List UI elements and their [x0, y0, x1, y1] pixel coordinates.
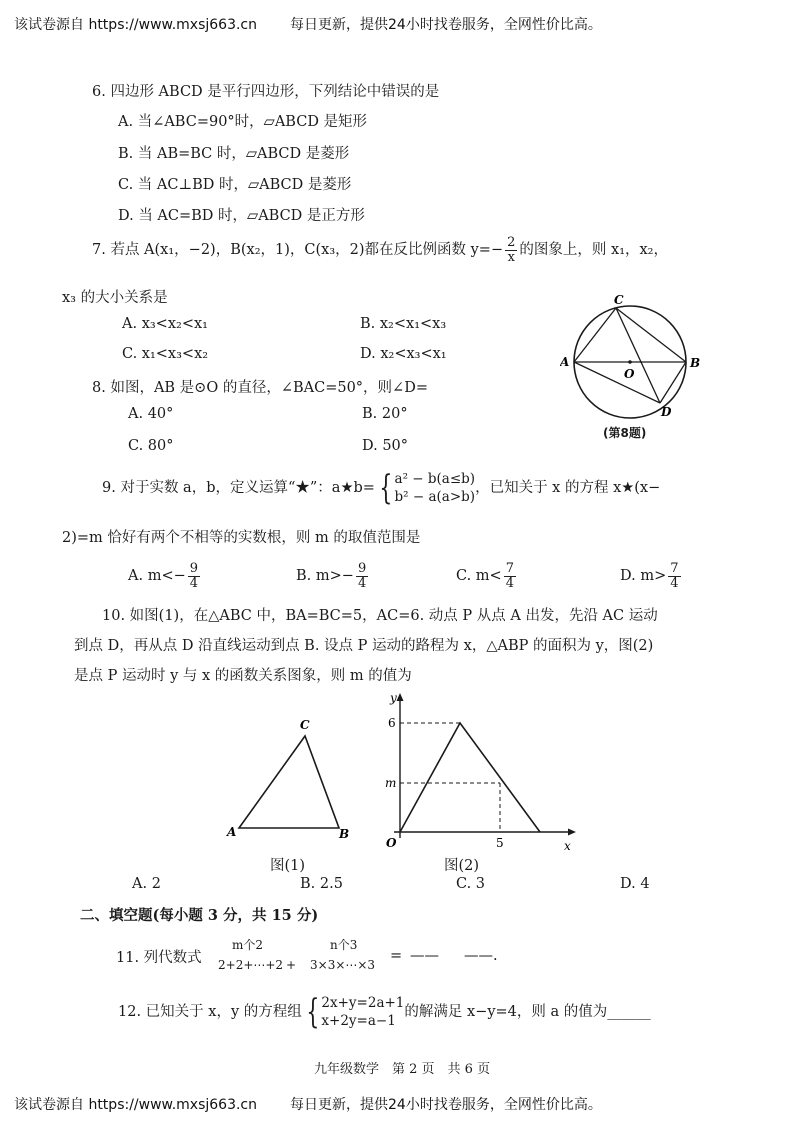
q11-over1: m个2	[232, 938, 264, 952]
q10-fig1-label-b: B	[339, 827, 350, 841]
q8-label-c: C	[614, 293, 624, 307]
q9-option-c-frac	[504, 562, 516, 590]
q12-stem	[118, 992, 651, 1033]
q9-a-den: 4	[189, 575, 199, 591]
q9-option-b-text: B. m>−	[296, 568, 354, 585]
q10-line2: 到点 D，再从点 D 沿直线运动到点 B. 设点 P 运动的路程为 x，△ABP 的面积为 y，图(2)	[74, 638, 654, 654]
q7-frac-num: 2	[507, 235, 516, 250]
q10-fig2-label-o: O	[386, 836, 397, 850]
q8-option-c: C. 80°	[128, 438, 174, 454]
q10-fig1-label-c: C	[300, 718, 310, 732]
q9-stem-line2: 2)=m 恰好有两个不相等的实数根，则 m 的取值范围是	[62, 530, 421, 546]
q10-fig2-y-arrow	[397, 693, 404, 701]
q9-stem-pre: 9. 对于实数 a，b，定义运算“★”：a★b=	[102, 480, 375, 497]
q7-option-d: D. x₂<x₃<x₁	[360, 346, 447, 362]
q7-stem-post: 的图象上，则 x₁，x₂，	[519, 242, 668, 259]
q9-stem-post: ，已知关于 x 的方程 x★(x−	[475, 480, 661, 497]
q10-fig1-triangle	[225, 715, 355, 845]
q12-case2: x+2y=a−1	[321, 1013, 396, 1030]
q10-line3: 是点 P 运动时 y 与 x 的函数关系图象，则 m 的值为	[74, 668, 412, 684]
q12-blank[interactable]: ______	[607, 1004, 651, 1021]
q10-fig2-label-y: y	[390, 691, 397, 705]
q9-brace: {	[379, 468, 393, 509]
q8-label-a: A	[560, 355, 570, 369]
q7-option-b: B. x₂<x₁<x₃	[360, 316, 447, 332]
q7-option-a: A. x₃<x₂<x₁	[122, 316, 208, 332]
q9-option-a-frac	[188, 562, 200, 590]
q10-fig2-label-x: x	[564, 839, 571, 850]
q9-option-d	[620, 562, 683, 590]
q10-option-a: A. 2	[132, 876, 161, 892]
q9-case1: a² − b(a≤b)	[394, 471, 476, 487]
q9-option-b-frac	[356, 562, 368, 590]
q9-b-den: 4	[357, 575, 367, 591]
q9-a-num: 9	[189, 561, 199, 576]
q11-blank1[interactable]: ——	[410, 948, 439, 964]
q9-c-num: 7	[505, 561, 514, 576]
q12-cases	[321, 994, 404, 1030]
q10-fig2-graph	[380, 690, 580, 850]
q8-chord-cb	[616, 308, 686, 362]
q8-option-b: B. 20°	[362, 406, 408, 422]
q9-c-den: 4	[505, 575, 514, 591]
q10-option-c: C. 3	[456, 876, 486, 892]
q7-option-c: C. x₁<x₃<x₂	[122, 346, 209, 362]
q10-fig2-curve	[400, 723, 540, 832]
q10-fig2-x-arrow	[568, 829, 576, 836]
q8-center-dot	[628, 360, 632, 364]
q10-fig1-label-a: A	[227, 825, 237, 839]
q10-triangle-abc	[239, 736, 339, 828]
q8-label-d: D	[661, 405, 672, 419]
q6-stem: 6. 四边形 ABCD 是平行四边形，下列结论中错误的是	[92, 84, 440, 100]
q7-fraction	[505, 236, 517, 264]
q7-stem-line2: x₃ 的大小关系是	[62, 290, 168, 306]
q6-option-d: D. 当 AC=BD 时，▱ABCD 是正方形	[118, 208, 365, 224]
q12-case1: 2x+y=2a+1	[321, 995, 405, 1011]
q11-blank2[interactable]: ——.	[464, 948, 498, 964]
q10-fig2-label-five: 5	[496, 836, 504, 850]
header-source: 该试卷源自 https://www.mxsj663.cn	[14, 17, 257, 33]
q10-line1: 10. 如图(1)，在△ABC 中，BA=BC=5，AC=6. 动点 P 从点 A 出发，先沿 AC 运动	[102, 608, 658, 624]
q9-case2: b² − a(a>b)	[394, 489, 476, 506]
q11-plus: +	[286, 958, 297, 972]
q9-d-num: 7	[670, 561, 679, 576]
q11-stem: 11. 列代数式	[116, 950, 202, 966]
q11-eq: =	[390, 948, 403, 964]
q12-stem-post: 的解满足 x−y=4，则 a 的值为	[404, 1004, 608, 1021]
q10-fig2-label-m: m	[385, 776, 397, 790]
q8-chord-cd	[616, 308, 660, 403]
q10-fig2-caption: 图(2)	[444, 858, 480, 874]
q9-b-num: 9	[357, 561, 367, 576]
q9-option-a	[128, 562, 202, 590]
q9-option-c-text: C. m<	[456, 568, 502, 585]
footer-source: 该试卷源自 https://www.mxsj663.cn	[14, 1097, 257, 1113]
q6-option-b: B. 当 AB=BC 时，▱ABCD 是菱形	[118, 146, 350, 162]
q7-frac-den: x	[507, 249, 515, 265]
q10-option-b: B. 2.5	[300, 876, 343, 892]
header-note: 每日更新，提供24小时找卷服务，全网性价比高。	[290, 17, 602, 33]
q9-stem	[102, 468, 661, 509]
q11-expr2: 3×3×⋯×3	[310, 958, 376, 972]
q9-option-d-text: D. m>	[620, 568, 667, 585]
q8-label-o: O	[624, 367, 635, 381]
q11-over2: n个3	[330, 938, 358, 952]
q8-option-d: D. 50°	[362, 438, 409, 454]
q8-option-a: A. 40°	[128, 406, 174, 422]
q12-brace: {	[306, 992, 320, 1033]
q7-stem-pre: 7. 若点 A(x₁，−2)，B(x₂，1)，C(x₃，2)都在反比例函数 y=−	[92, 242, 504, 259]
q11-expr1: 2+2+⋯+2	[218, 958, 284, 972]
q12-stem-pre: 12. 已知关于 x，y 的方程组	[118, 1004, 302, 1021]
section2-title: 二、填空题(每小题 3 分，共 15 分)	[80, 907, 319, 924]
footer-note: 每日更新，提供24小时找卷服务，全网性价比高。	[290, 1097, 602, 1113]
q9-option-c	[456, 562, 518, 590]
q7-stem	[92, 236, 668, 264]
q8-caption: (第8题)	[603, 426, 647, 440]
page-number: 九年级数学 第 2 页 共 6 页	[314, 1062, 491, 1077]
q8-stem: 8. 如图，AB 是⊙O 的直径，∠BAC=50°，则∠D=	[92, 380, 428, 396]
q9-option-d-frac	[668, 562, 680, 590]
q10-option-d: D. 4	[620, 876, 650, 892]
q9-option-b	[296, 562, 370, 590]
q8-label-b: B	[690, 356, 701, 370]
q9-option-a-text: A. m<−	[128, 568, 186, 585]
q6-option-a: A. 当∠ABC=90°时，▱ABCD 是矩形	[118, 114, 368, 130]
q9-cases	[395, 470, 476, 506]
q10-fig2-label-six: 6	[388, 716, 396, 730]
q9-d-den: 4	[670, 575, 679, 591]
q10-fig1-caption: 图(1)	[270, 858, 306, 874]
q6-option-c: C. 当 AC⊥BD 时，▱ABCD 是菱形	[118, 177, 352, 193]
